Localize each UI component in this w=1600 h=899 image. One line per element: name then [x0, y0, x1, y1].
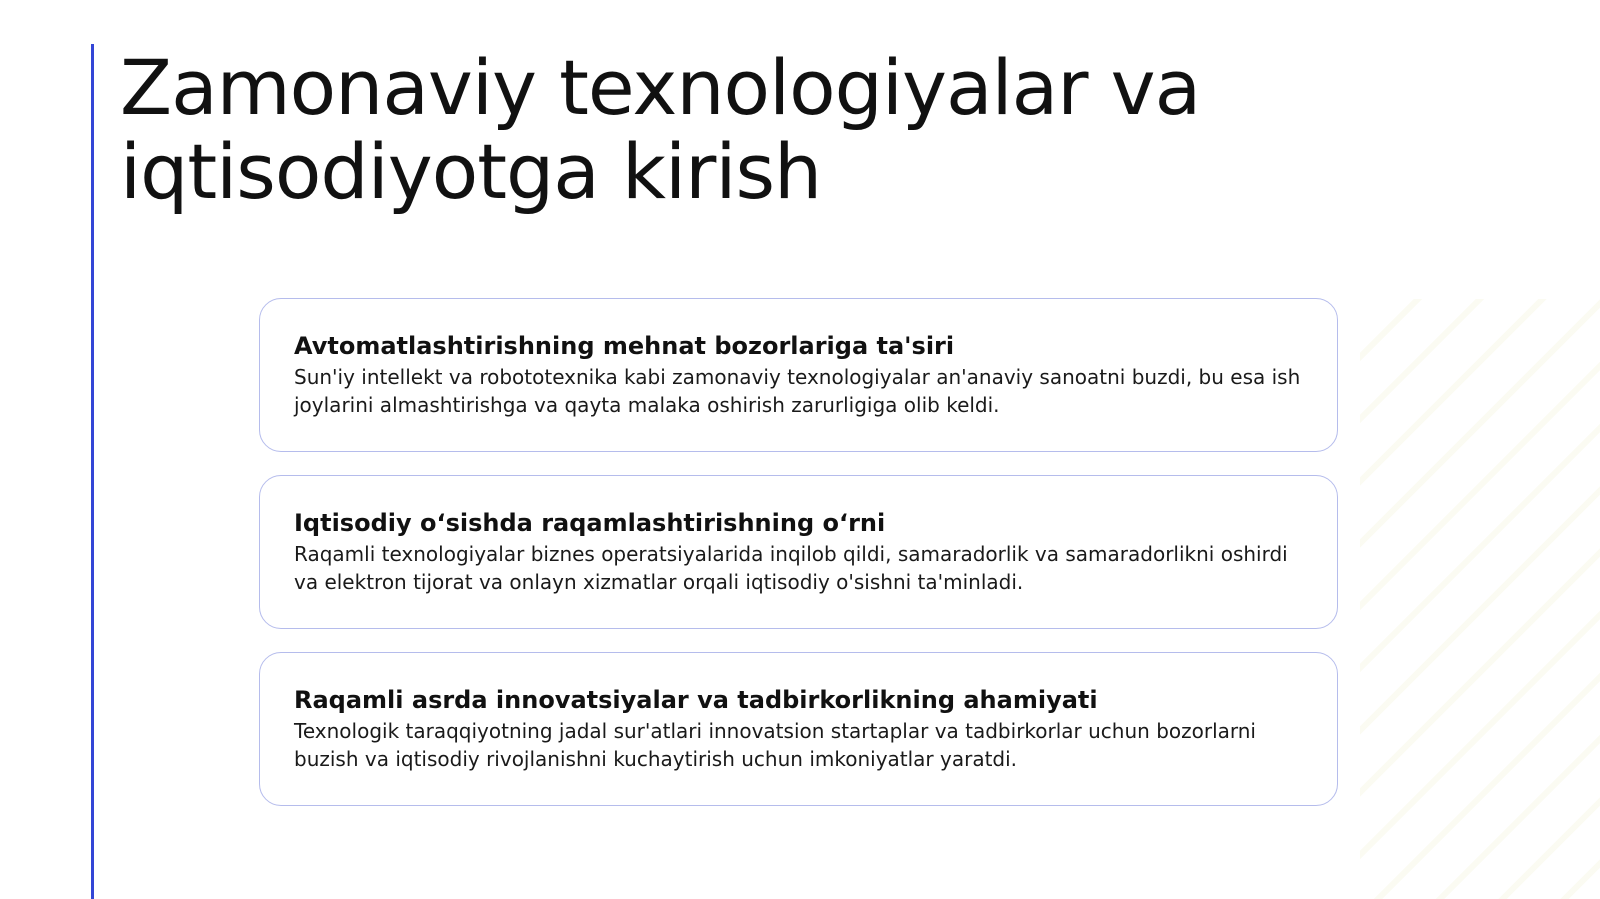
card-title: Raqamli asrda innovatsiyalar va tadbirkorlikning ahamiyati [294, 686, 1098, 714]
slide-title: Zamonaviy texnologiyalar va iqtisodiyotga kirish [120, 43, 1201, 216]
card-list [259, 298, 1338, 829]
card-title: Iqtisodiy oʻsishda raqamlashtirishning oʻrni [294, 509, 886, 537]
card-text: Sun'iy intellekt va robototexnika kabi zamonaviy texnologiyalar an'anaviy sanoatni buzdi, bu esa ish joylarini almashtirishga va qayta malaka oshirish zarurligiga olib keldi. [294, 365, 1301, 417]
card-text: Texnologik taraqqiyotning jadal sur'atlari innovatsion startaplar va tadbirkorlar uchun bozorlarni buzish va iqtisodiy rivojlanishni kuchaytirish uchun imkoniyatlar yaratdi. [294, 719, 1256, 771]
card-text: Raqamli texnologiyalar biznes operatsiyalarida inqilob qildi, samaradorlik va samaradorlikni oshirdi va elektron tijorat va onlayn xizmatlar orqali iqtisodiy o'sishni ta'minladi. [294, 542, 1288, 594]
card-title: Avtomatlashtirishning mehnat bozorlariga ta'siri [294, 332, 955, 360]
corner-decoration [1360, 299, 1600, 899]
accent-bar [91, 44, 94, 899]
info-card-automation [259, 298, 1338, 452]
info-card-digitalization [259, 475, 1338, 629]
info-card-innovation [259, 652, 1338, 806]
